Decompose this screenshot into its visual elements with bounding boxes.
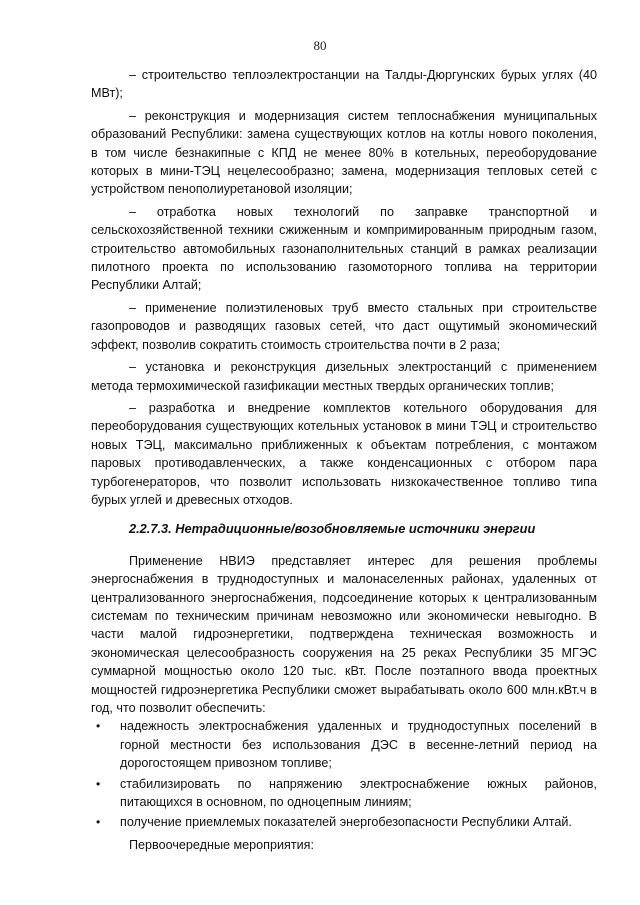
paragraph-diesel-stations: – установка и реконструкция дизельных электростанций с применением метода термохимической газификации местных твердых органических топлив; [91, 360, 597, 393]
bullet-icon: • [96, 776, 101, 791]
bullet-icon: • [96, 815, 101, 830]
list-item-text: стабилизировать по напряжению электроснабжение южных районов, питающихся в основном, по одноцепным линиям; [120, 776, 597, 810]
paragraph-priority-measures: Первоочередные мероприятия: [129, 837, 314, 852]
list-item [91, 775, 597, 812]
page-content [91, 66, 597, 858]
section-heading: 2.2.7.3. Нетрадиционные/возобновляемые источники энергии [129, 521, 536, 537]
paragraph-gas-fuel-technologies: – отработка новых технологий по заправке транспортной и сельскохозяйственной техники сжиженным и компримированным природным газом, строительство автомобильных газонаполнительных станций в рамках реализации пилотного проекта по использованию газомоторного топлива на территории Республики Алтай; [91, 204, 597, 293]
paragraph-heat-supply-modernization: – реконструкция и модернизация систем теплоснабжения муниципальных образований Республики: замена существующих котлов на котлы нового поколения, в том числе безнакипные с КПД не менее 80% в котельных, переоборудование которых в мини-ТЭЦ нецелесообразно; замена, модернизация тепловых сетей с устройством пенополиуретановой изоляции; [91, 108, 597, 197]
bullet-icon: • [96, 719, 101, 734]
bullet-list [91, 717, 597, 831]
list-item [91, 717, 597, 772]
list-item [91, 813, 597, 831]
paragraph-teplo-station: – строительство теплоэлектростанции на Талды-Дюргунских бурых углях (40 МВт); [91, 68, 597, 101]
list-item-text: получение приемлемых показателей энергобезопасности Республики Алтай. [120, 815, 572, 830]
paragraph-boiler-equipment: – разработка и внедрение комплектов котельного оборудования для переоборудования существующих котельных установок в мини ТЭЦ и строительство новых ТЭЦ, максимально приближенных к объектам потребления, с монтажом паровых противодавленческих, а также конденсационных с отбором пара турбогенераторов, что позволит использовать низкокачественное топливо типа бурых углей и древесных отходов. [91, 400, 597, 507]
paragraph-polyethylene-pipes: – применение полиэтиленовых труб вместо стальных при строительстве газопроводов и разводящих газовых сетей, что даст ощутимый экономический эффект, позволив сократить стоимость строительства почти в 2 раза; [91, 300, 597, 352]
page-number: 80 [313, 38, 327, 53]
paragraph-nvie-intro: Применение НВИЭ представляет интерес для решения проблемы энергоснабжения в труднодоступных и малонаселенных районах, удаленных от централизованного энергоснабжения, подсоединение которых к централизованным системам по техническим причинам невозможно или экономически невыгодно. В части малой гидроэнергетики, подтверждена техническая возможность и экономическая целесообразность сооружения на 25 реках Республики 35 МГЭС суммарной мощностью около 120 тыс. кВт. После поэтапного ввода проектных мощностей гидроэнергетика Республики сможет вырабатывать около 600 млн.кВт.ч в год, что позволит обеспечить: [91, 553, 597, 715]
list-item-text: надежность электроснабжения удаленных и труднодоступных поселений в горной местности без использования ДЭС в весенне-летний период на дорогостоящем привозном топливе; [120, 719, 597, 771]
